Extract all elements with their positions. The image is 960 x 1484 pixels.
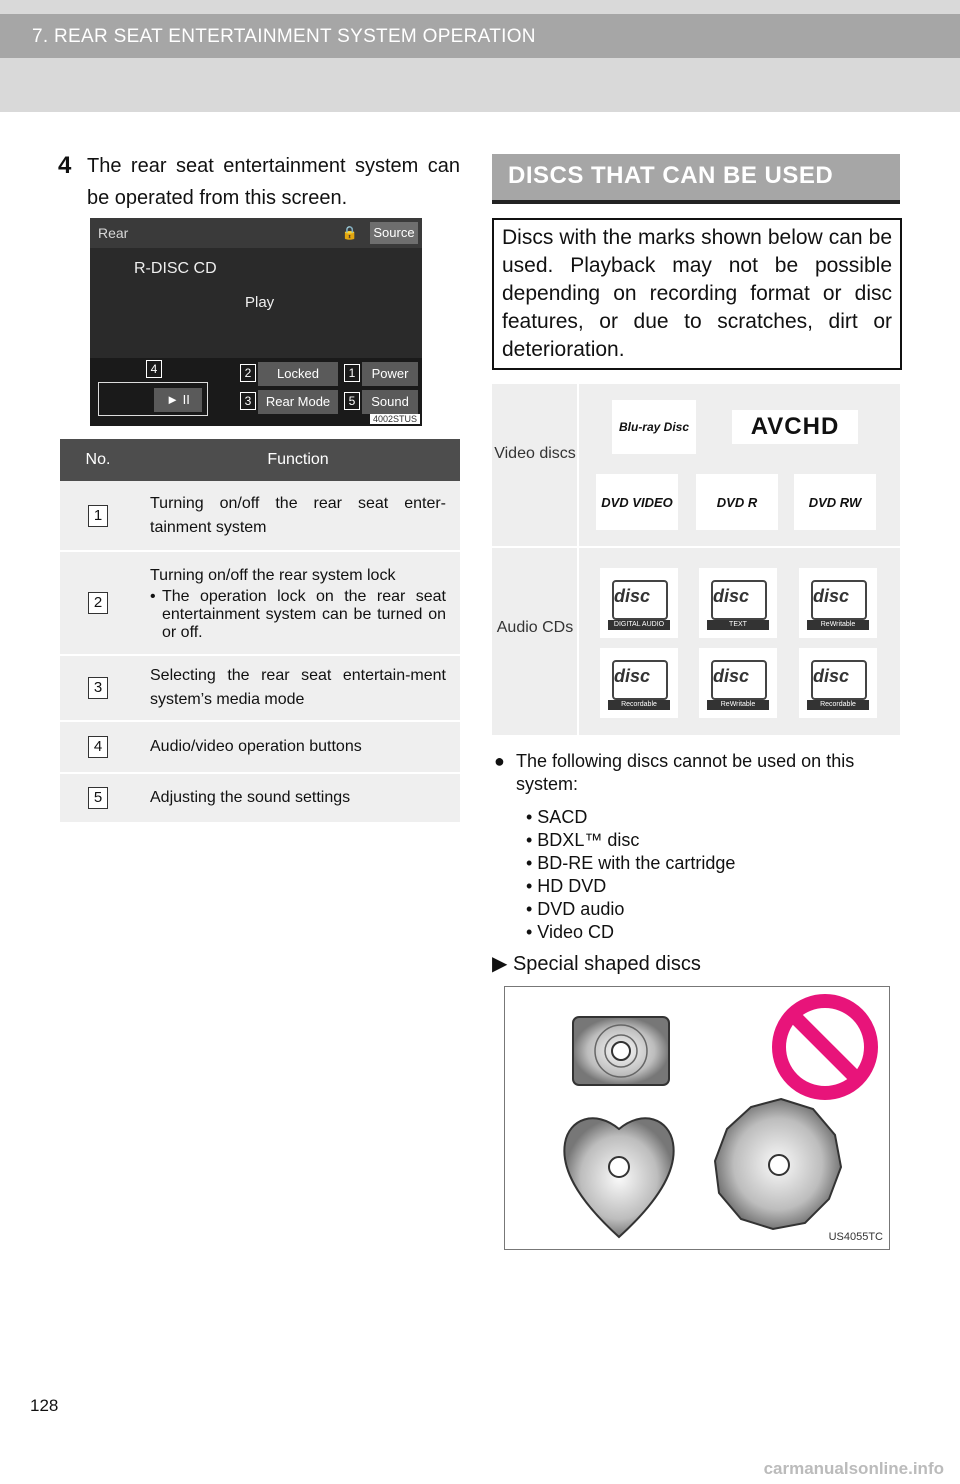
play-pause-button: ► II: [154, 388, 202, 412]
list-item: • BDXL™ disc: [526, 830, 640, 850]
watermark: carmanualsonline.info: [763, 1459, 944, 1478]
table-row: [60, 773, 460, 823]
special-discs-figure: [504, 986, 890, 1250]
header-function: Function: [136, 439, 460, 481]
video-discs-label: Video discs: [494, 445, 576, 462]
step-4: [60, 150, 460, 214]
cd-recordable-logo-2: disc Recordable: [799, 648, 877, 718]
step-text: The rear seat entertainment system can be operated from this screen.: [87, 155, 460, 209]
notice-box: Discs with the marks shown below can be used. Playback may not be possible depending on recording format or disc features, or due to scratches, dirt or deterioration.: [492, 218, 902, 370]
prohibited-icon: [779, 1001, 871, 1093]
heart-disc-icon: [564, 1118, 673, 1237]
list-item: • SACD: [526, 807, 588, 827]
row-function: [136, 551, 460, 655]
row-divider: [492, 546, 900, 548]
table-row: [60, 551, 460, 655]
section-heading-text: DISCS THAT CAN BE USED: [508, 162, 834, 189]
unsupported-intro-text: The following discs cannot be used on this system:: [516, 751, 855, 794]
list-item: • DVD audio: [526, 899, 625, 919]
polygon-disc-icon: [715, 1099, 841, 1229]
special-label: Special shaped discs: [512, 953, 701, 975]
screen-title: Rear: [98, 225, 129, 241]
arrow-icon: ▶: [492, 953, 508, 975]
rear-screen-image: [90, 218, 422, 426]
callout-4: 4: [146, 360, 162, 378]
callout-1: 1: [344, 364, 360, 382]
row-function-bullet: • The operation lock on the rear seat entertainment system can be turned on or off.: [162, 588, 446, 642]
callout-5: 5: [344, 392, 360, 410]
dvd-rw-logo: DVD RW: [794, 474, 876, 530]
list-item: • BD-RE with the cartridge: [526, 853, 736, 873]
locked-button: Locked: [258, 362, 338, 386]
image-code: 4002STUS: [370, 414, 420, 424]
special-discs-illustration: [505, 987, 889, 1249]
section-title: 7. REAR SEAT ENTERTAINMENT SYSTEM OPERATION: [32, 26, 536, 47]
rear-mode-button: Rear Mode: [258, 390, 338, 414]
square-disc-icon: [573, 1017, 669, 1085]
dvd-r-logo: DVD R: [696, 474, 778, 530]
source-button: Source: [370, 222, 418, 244]
row-function: Selecting the rear seat entertain-ment system’s media mode: [136, 655, 460, 721]
unsupported-discs: [494, 750, 900, 944]
row-function: Audio/video operation buttons: [136, 721, 460, 773]
function-table: [60, 439, 460, 824]
screen-status: Play: [245, 294, 275, 311]
list-item: • HD DVD: [526, 876, 607, 896]
page-number: 128: [30, 1396, 59, 1415]
unsupported-list: [516, 806, 900, 944]
dvd-video-logo: DVD VIDEO: [596, 474, 678, 530]
table-row: [60, 481, 460, 551]
bluray-logo: Blu-ray Disc: [612, 400, 696, 454]
cd-text-logo: disc TEXT: [699, 568, 777, 638]
row-function: Adjusting the sound settings: [136, 773, 460, 823]
table-row: [60, 721, 460, 773]
special-shaped-discs: [492, 951, 701, 976]
row-number: 2: [88, 592, 108, 614]
cd-rewritable-logo: disc ReWritable: [799, 568, 877, 638]
row-function-text: Turning on/off the rear system lock: [150, 567, 396, 584]
table-row: [60, 655, 460, 721]
bullet-icon: ●: [494, 751, 505, 771]
callout-3: 3: [240, 392, 256, 410]
row-number: 4: [88, 736, 108, 758]
list-item: • Video CD: [526, 922, 615, 942]
row-function: Turning on/off the rear seat enter-tainment system: [136, 481, 460, 551]
cd-digital-audio-logo: disc DIGITAL AUDIO: [600, 568, 678, 638]
audio-cds-label: Audio CDs: [496, 619, 574, 636]
avchd-logo: AVCHD: [732, 410, 858, 444]
cd-recordable-logo: disc Recordable: [600, 648, 678, 718]
figure-code: US4055TC: [828, 1231, 883, 1243]
page-header: [0, 0, 960, 112]
section-heading: [492, 154, 900, 204]
row-number: 5: [88, 787, 108, 809]
screen-disc-label: R-DISC CD: [134, 260, 217, 277]
disc-table: [492, 384, 900, 735]
column-divider: [577, 384, 579, 735]
unsupported-intro: [494, 750, 900, 796]
step-number: 4: [58, 152, 72, 179]
row-number: 1: [88, 505, 108, 527]
header-no: No.: [60, 439, 136, 481]
row-number: 3: [88, 677, 108, 699]
cd-rewritable-logo-2: disc ReWritable: [699, 648, 777, 718]
sound-button: Sound: [362, 390, 418, 414]
callout-2: 2: [240, 364, 256, 382]
power-button: Power: [362, 362, 418, 386]
lock-icon: 🔒: [341, 225, 358, 240]
